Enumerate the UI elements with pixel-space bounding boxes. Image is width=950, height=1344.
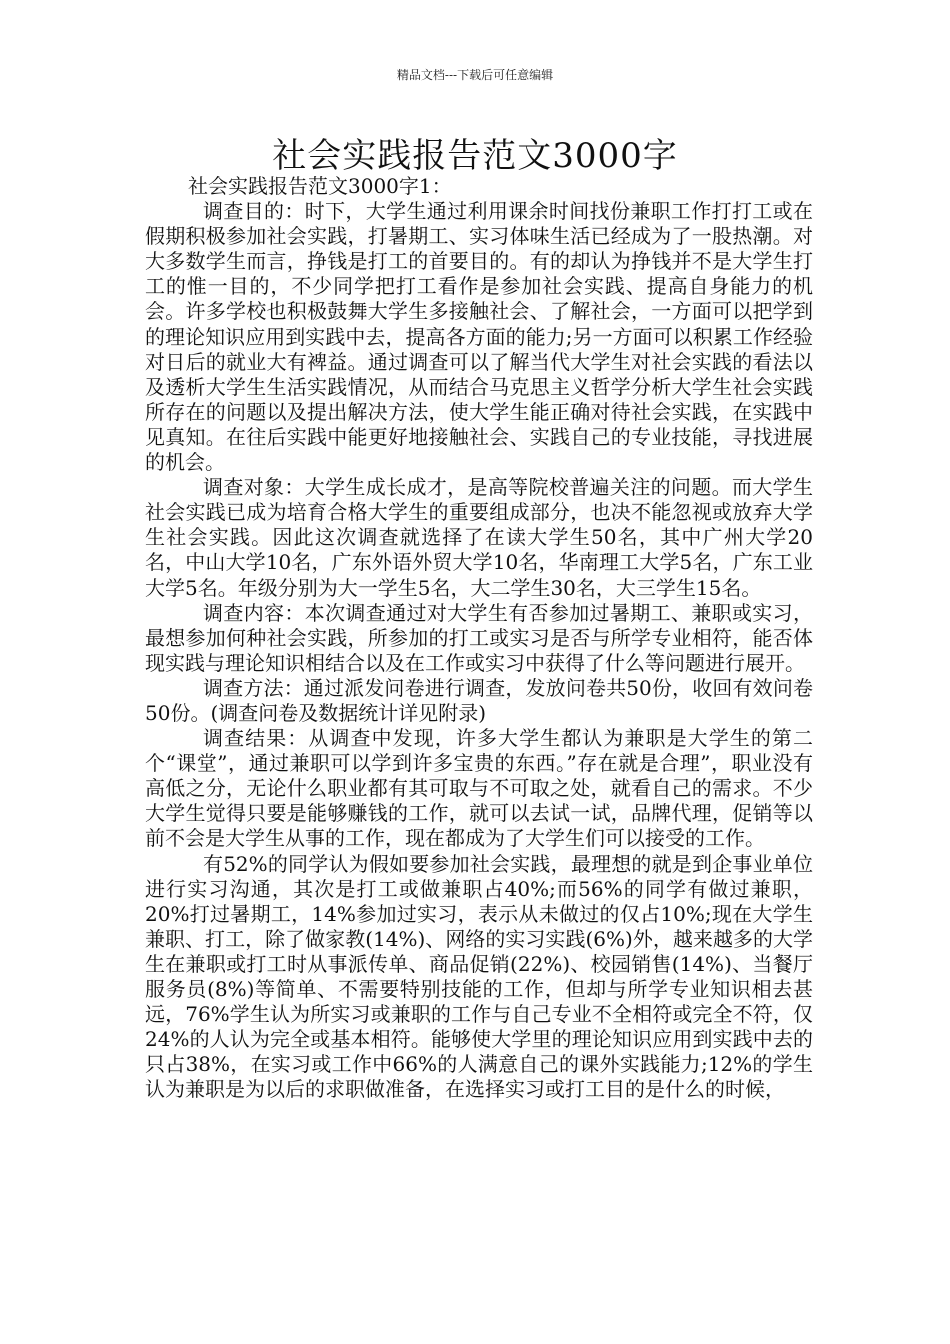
- paragraph-results: 调查结果：从调查中发现，许多大学生都认为兼职是大学生的第二个“课堂”，通过兼职可以学到许多宝贵的东西。”存在就是合理”，职业没有高低之分，无论什么职业都有其可取与不可取之处，就看自己的需求。不少大学生觉得只要是能够赚钱的工作，就可以去试一试，品牌代理，促销等以前不会是大学生从事的工作，现在都成为了大学生们可以接受的工作。: [145, 726, 813, 851]
- paragraph-content: 调查内容：本次调查通过对大学生有否参加过暑期工、兼职或实习，最想参加何种社会实践，所参加的打工或实习是否与所学专业相符，能否体现实践与理论知识相结合以及在工作或实习中获得了什么等问题进行展开。: [145, 600, 813, 675]
- paragraph-method: 调查方法：通过派发问卷进行调查，发放问卷共50份，收回有效问卷50份。(调查问卷及数据统计详见附录): [145, 675, 813, 725]
- paragraph-subjects: 调查对象：大学生成长成才，是高等院校普遍关注的问题。而大学生社会实践已成为培育合格大学生的重要组成部分，也决不能忽视或放弃大学生社会实践。因此这次调查就选择了在读大学生50名，其中广州大学20名，中山大学10名，广东外语外贸大学10名，华南理工大学5名，广东工业大学5名。年级分别为大一学生5名，大二学生30名，大三学生15名。: [145, 475, 813, 600]
- document-title: 社会实践报告范文3000字: [272, 136, 678, 176]
- paragraph-statistics: 有52%的同学认为假如要参加社会实践，最理想的就是到企事业单位进行实习沟通，其次是打工或做兼职占40%;而56%的同学有做过兼职，20%打过暑期工，14%参加过实习，表示从未做过的仅占10%;现在大学生兼职、打工，除了做家教(14%)、网络的实习实践(6%)外，越来越多的大学生在兼职或打工时从事派传单、商品促销(22%)、校园销售(14%)、当餐厅服务员(8%)等简单、不需要特别技能的工作，但却与所学专业知识相去甚远，76%学生认为所实习或兼职的工作与自己专业不全相符或完全不符，仅24%的人认为完全或基本相符。能够使大学里的理论知识应用到实践中去的只占38%，在实习或工作中66%的人满意自己的课外实践能力;12%的学生认为兼职是为以后的求职做准备，在选择实习或打工目的是什么的时候，: [145, 851, 813, 1102]
- document-body: [145, 174, 813, 1102]
- paragraph-purpose: 调查目的：时下，大学生通过利用课余时间找份兼职工作打打工或在假期积极参加社会实践，打暑期工、实习体味生活已经成为了一股热潮。对大多数学生而言，挣钱是打工的首要目的。有的却认为挣钱并不是大学生打工的惟一目的，不少同学把打工看作是参加社会实践、提高自身能力的机会。许多学校也积极鼓舞大学生多接触社会、了解社会，一方面可以把学到的理论知识应用到实践中去，提高各方面的能力;另一方面可以积累工作经验对日后的就业大有裨益。通过调查可以了解当代大学生对社会实践的看法以及透析大学生生活实践情况，从而结合马克思主义哲学分析大学生社会实践所存在的问题以及提出解决方法，使大学生能正确对待社会实践，在实践中见真知。在往后实践中能更好地接触社会、实践自己的专业技能，寻找进展的机会。: [145, 199, 813, 475]
- section-subtitle: 社会实践报告范文3000字1：: [188, 174, 452, 198]
- page-header: 精品文档---下载后可任意编辑: [396, 68, 554, 82]
